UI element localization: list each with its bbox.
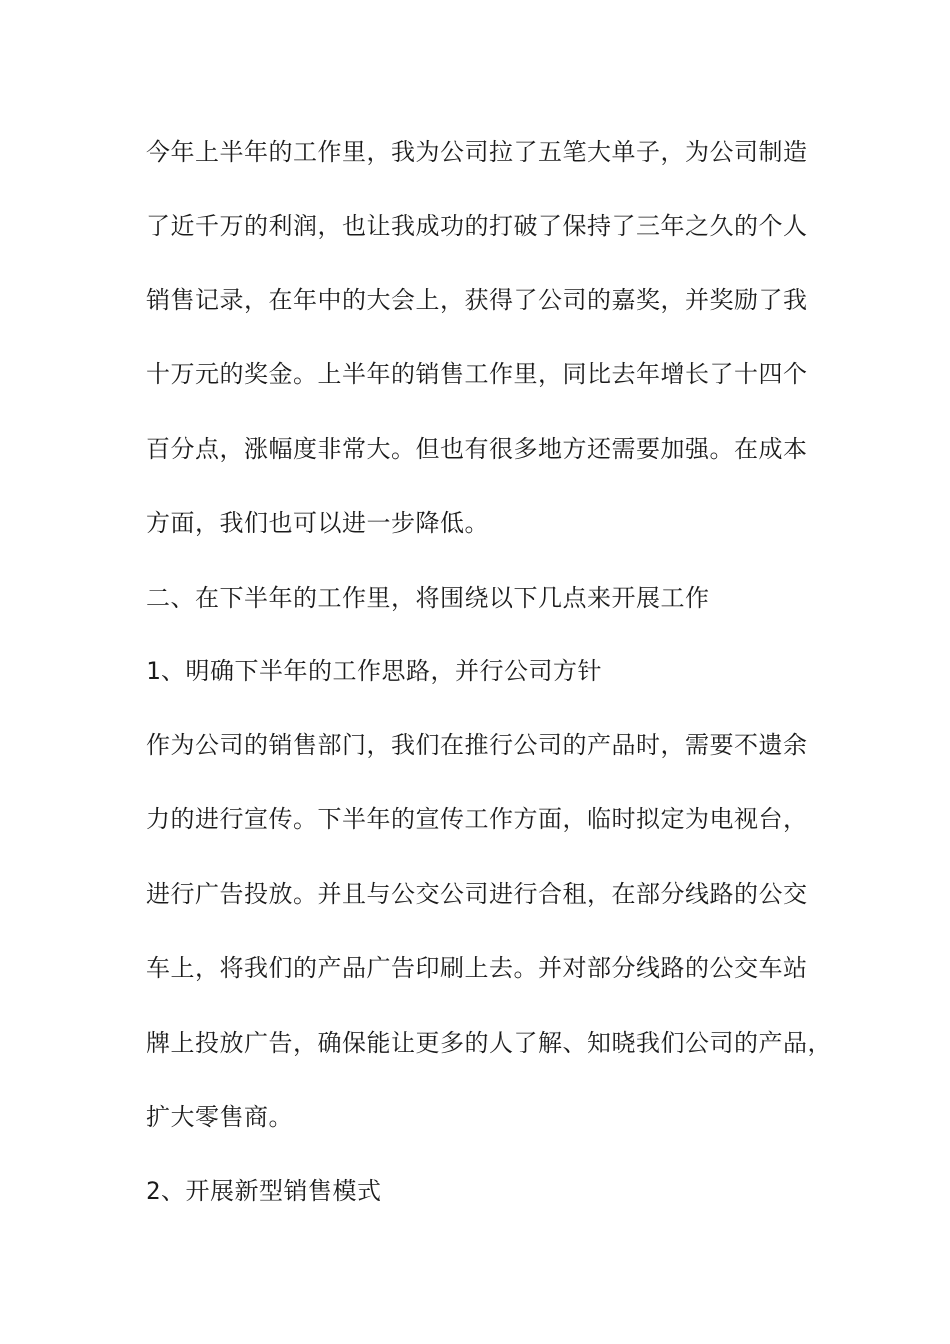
paragraph-line: 方面，我们也可以进一步降低。 bbox=[146, 509, 489, 537]
subsection-heading: 2、开展新型销售模式 bbox=[146, 1177, 382, 1205]
paragraph-line: 十万元的奖金。上半年的销售工作里，同比去年增长了十四个 bbox=[146, 360, 808, 388]
paragraph-line: 扩大零售商。 bbox=[146, 1103, 293, 1131]
paragraph-line: 销售记录，在年中的大会上，获得了公司的嘉奖，并奖励了我 bbox=[146, 286, 808, 314]
section-heading: 二、在下半年的工作里，将围绕以下几点来开展工作 bbox=[146, 584, 710, 612]
subsection-heading: 1、明确下半年的工作思路，并行公司方针 bbox=[146, 657, 602, 685]
paragraph-line: 力的进行宣传。下半年的宣传工作方面，临时拟定为电视台， bbox=[146, 805, 808, 833]
paragraph-line: 牌上投放广告，确保能让更多的人了解、知晓我们公司的产品， bbox=[146, 1029, 832, 1057]
paragraph-line: 进行广告投放。并且与公交公司进行合租，在部分线路的公交 bbox=[146, 880, 808, 908]
paragraph-line: 了近千万的利润，也让我成功的打破了保持了三年之久的个人 bbox=[146, 212, 808, 240]
paragraph-line: 作为公司的销售部门，我们在推行公司的产品时，需要不遗余 bbox=[146, 731, 808, 759]
paragraph-line: 车上，将我们的产品广告印刷上去。并对部分线路的公交车站 bbox=[146, 954, 808, 982]
paragraph-line: 百分点，涨幅度非常大。但也有很多地方还需要加强。在成本 bbox=[146, 435, 808, 463]
paragraph-line: 今年上半年的工作里，我为公司拉了五笔大单子，为公司制造 bbox=[146, 138, 808, 166]
